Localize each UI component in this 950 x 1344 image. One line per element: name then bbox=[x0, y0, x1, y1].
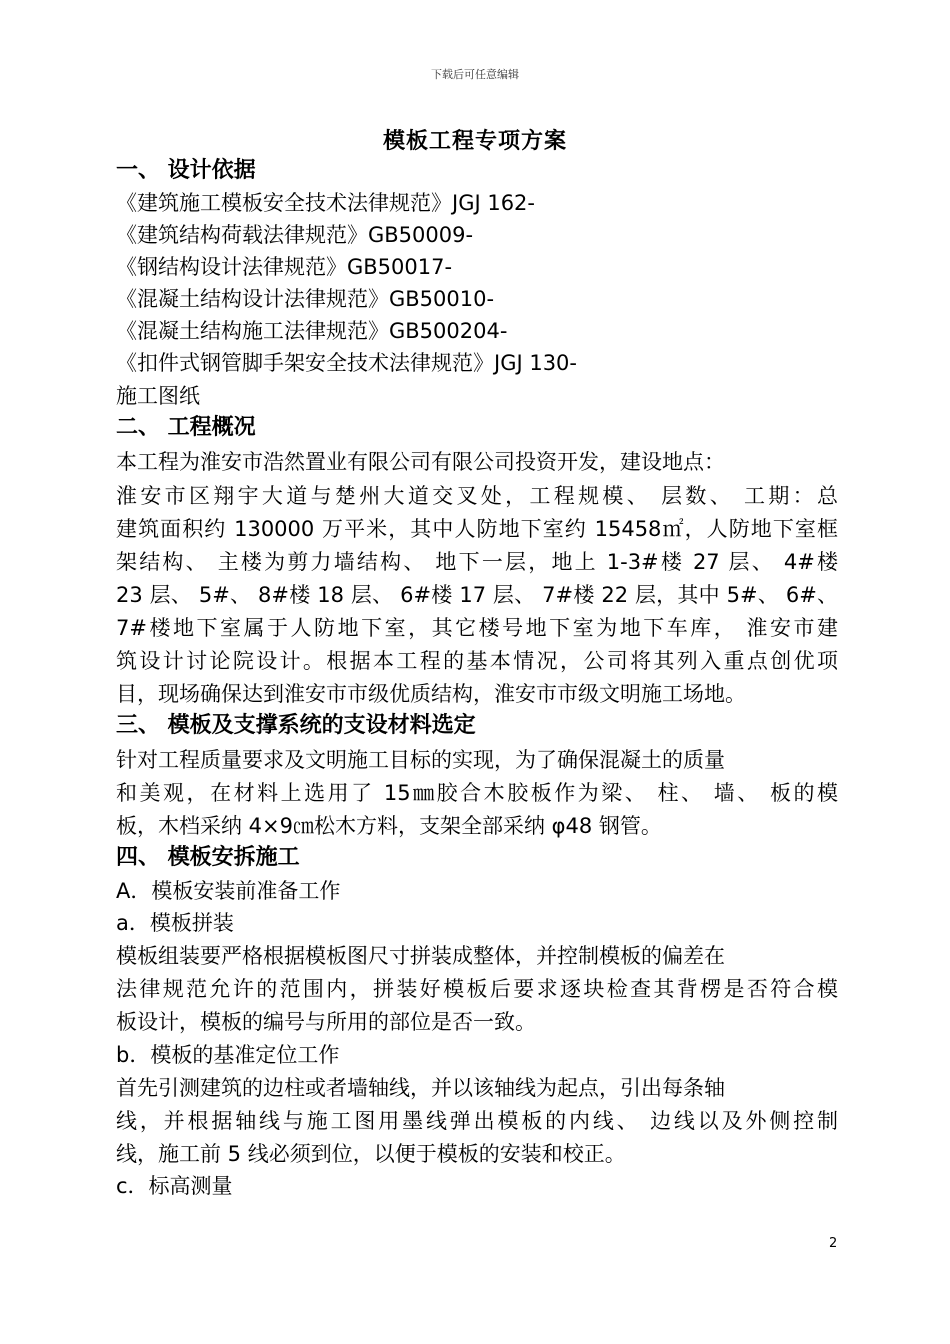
list-item: 《建筑结构荷载法律规范》GB50009- bbox=[116, 223, 474, 247]
section-heading-4: 四、 模板安拆施工 bbox=[116, 845, 300, 870]
paragraph-line: 和美观，在材料上选用了 15㎜胶合木胶板作为梁、 柱、 墙、 板的模 bbox=[116, 781, 838, 805]
subheading: b．模板的基准定位工作 bbox=[116, 1043, 340, 1067]
paragraph-line: 模板组装要严格根据模板图尺寸拼装成整体，并控制模板的偏差在 bbox=[116, 944, 725, 968]
list-item: 《混凝土结构施工法律规范》GB500204- bbox=[116, 319, 508, 343]
document-title: 模板工程专项方案 bbox=[382, 129, 567, 154]
list-item: 施工图纸 bbox=[116, 384, 200, 408]
paragraph-line: 淮安市区翔宇大道与楚州大道交叉处，工程规模、 层数、 工期：总 bbox=[116, 484, 838, 508]
paragraph-line: 目，现场确保达到淮安市市级优质结构，淮安市市级文明施工场地。 bbox=[116, 682, 746, 706]
list-item: 《混凝土结构设计法律规范》GB50010- bbox=[116, 287, 495, 311]
paragraph-line: 板，木档采纳 4×9㎝松木方料，支架全部采纳 φ48 钢管。 bbox=[116, 814, 662, 838]
paragraph-line: 23 层、 5#、 8#楼 18 层、 6#楼 17 层、 7#楼 22 层，其中 5#、 6#、 bbox=[116, 583, 838, 607]
paragraph-line: 7#楼地下室属于人防地下室，其它楼号地下室为地下车库， 淮安市建 bbox=[116, 616, 838, 640]
paragraph-line: 针对工程质量要求及文明施工目标的实现，为了确保混凝土的质量 bbox=[116, 748, 725, 772]
page-number: 2 bbox=[829, 1236, 838, 1251]
section-heading-2: 二、 工程概况 bbox=[116, 415, 256, 440]
list-item: 《扣件式钢管脚手架安全技术法律规范》JGJ 130- bbox=[116, 351, 577, 375]
paragraph-line: 线，并根据轴线与施工图用墨线弹出模板的内线、 边线以及外侧控制 bbox=[116, 1109, 838, 1133]
page-header: 下载后可任意编辑 bbox=[431, 68, 519, 81]
paragraph-line: 本工程为淮安市浩然置业有限公司有限公司投资开发，建设地点： bbox=[116, 450, 725, 474]
subheading: a．模板拼装 bbox=[116, 911, 234, 935]
subheading: c．标高测量 bbox=[116, 1174, 233, 1198]
list-item: 《钢结构设计法律规范》GB50017- bbox=[116, 255, 453, 279]
paragraph-line: 线，施工前 5 线必须到位，以便于模板的安装和校正。 bbox=[116, 1142, 626, 1166]
paragraph-line: 筑设计讨论院设计。根据本工程的基本情况，公司将其列入重点创优项 bbox=[116, 649, 838, 673]
paragraph-line: 法律规范允许的范围内，拼装好模板后要求逐块检查其背楞是否符合模 bbox=[116, 977, 838, 1001]
section-heading-3: 三、 模板及支撑系统的支设材料选定 bbox=[116, 713, 476, 738]
paragraph-line: 板设计，模板的编号与所用的部位是否一致。 bbox=[116, 1010, 536, 1034]
section-heading-1: 一、 设计依据 bbox=[116, 158, 256, 183]
paragraph-line: 首先引测建筑的边柱或者墙轴线，并以该轴线为起点，引出每条轴 bbox=[116, 1076, 725, 1100]
paragraph-line: 架结构、 主楼为剪力墙结构、 地下一层，地上 1-3#楼 27 层、 4#楼 bbox=[116, 550, 838, 574]
paragraph-line: 建筑面积约 130000 万平米，其中人防地下室约 15458㎡，人防地下室框 bbox=[116, 517, 838, 541]
subheading: A．模板安装前准备工作 bbox=[116, 879, 341, 903]
list-item: 《建筑施工模板安全技术法律规范》JGJ 162- bbox=[116, 191, 535, 215]
